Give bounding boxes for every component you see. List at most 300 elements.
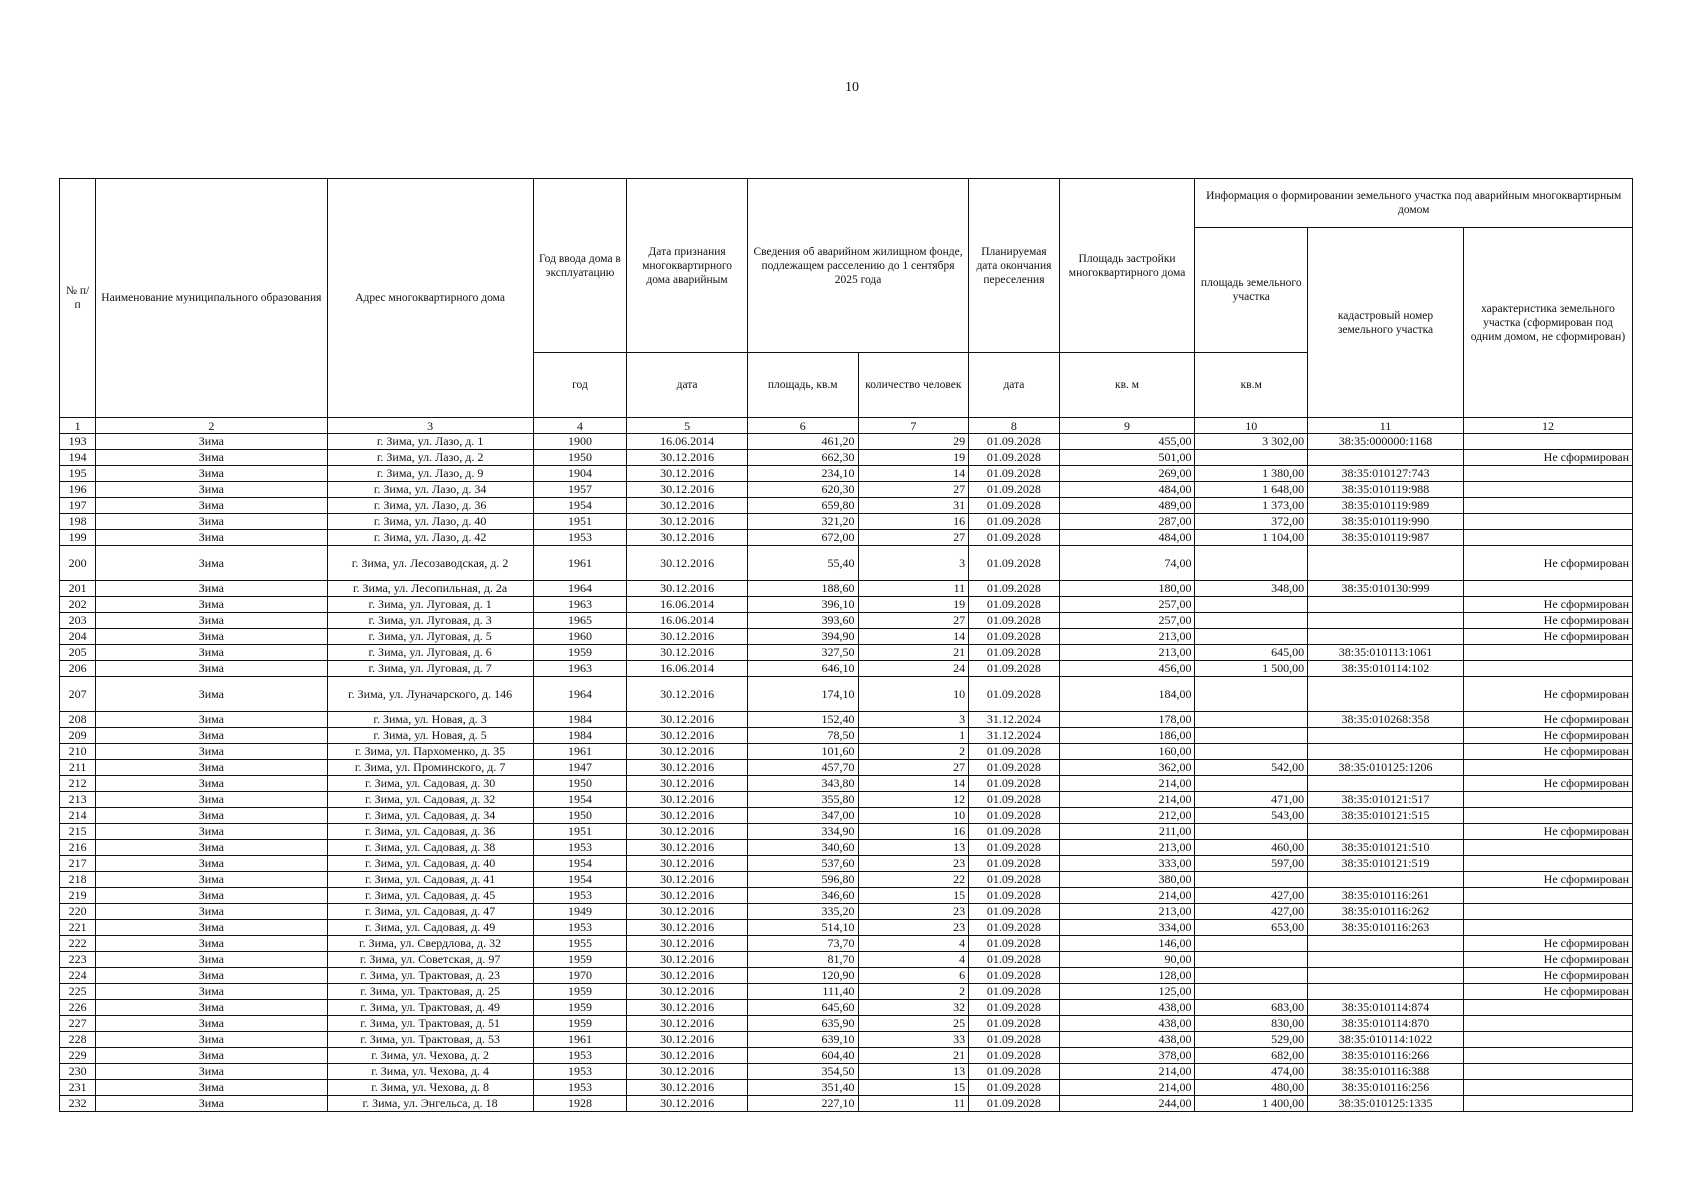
row-number: 193	[60, 434, 96, 450]
land-area-cell	[1195, 824, 1308, 840]
people-cell: 16	[858, 514, 969, 530]
cadastral-cell: 38:35:000000:1168	[1308, 434, 1464, 450]
address-cell: г. Зима, ул. Луговая, д. 6	[327, 645, 533, 661]
land-area-cell: 372,00	[1195, 514, 1308, 530]
area-cell: 672,00	[747, 530, 858, 546]
planned-date-cell: 01.09.2028	[969, 744, 1060, 760]
planned-date-cell: 01.09.2028	[969, 450, 1060, 466]
area-cell: 174,10	[747, 677, 858, 712]
people-cell: 25	[858, 1016, 969, 1032]
year-cell: 1953	[533, 840, 627, 856]
building-area-cell: 455,00	[1059, 434, 1195, 450]
land-area-cell	[1195, 629, 1308, 645]
building-area-cell: 180,00	[1059, 581, 1195, 597]
land-status-cell	[1463, 760, 1632, 776]
area-cell: 662,30	[747, 450, 858, 466]
year-cell: 1950	[533, 450, 627, 466]
cadastral-cell: 38:35:010130:999	[1308, 581, 1464, 597]
land-status-cell	[1463, 1048, 1632, 1064]
land-area-cell: 542,00	[1195, 760, 1308, 776]
people-cell: 12	[858, 792, 969, 808]
planned-date-cell: 01.09.2028	[969, 872, 1060, 888]
row-number: 226	[60, 1000, 96, 1016]
area-cell: 635,90	[747, 1016, 858, 1032]
building-area-cell: 186,00	[1059, 728, 1195, 744]
year-cell: 1947	[533, 760, 627, 776]
land-status-cell	[1463, 581, 1632, 597]
cadastral-cell	[1308, 677, 1464, 712]
land-status-cell	[1463, 645, 1632, 661]
cadastral-cell: 38:35:010121:515	[1308, 808, 1464, 824]
people-cell: 16	[858, 824, 969, 840]
land-status-cell: Не сформирован	[1463, 712, 1632, 728]
area-cell: 73,70	[747, 936, 858, 952]
building-area-cell: 484,00	[1059, 482, 1195, 498]
column-number: 8	[969, 418, 1060, 434]
planned-date-cell: 01.09.2028	[969, 645, 1060, 661]
land-area-cell: 683,00	[1195, 1000, 1308, 1016]
municipality-cell: Зима	[96, 581, 327, 597]
table-row	[60, 856, 1633, 872]
area-cell: 347,00	[747, 808, 858, 824]
table-row	[60, 824, 1633, 840]
land-area-cell: 653,00	[1195, 920, 1308, 936]
header-building-area: Площадь застройки многоквартирного дома	[1059, 179, 1195, 353]
address-cell: г. Зима, ул. Новая, д. 5	[327, 728, 533, 744]
land-status-cell	[1463, 530, 1632, 546]
row-number: 198	[60, 514, 96, 530]
municipality-cell: Зима	[96, 645, 327, 661]
planned-date-cell: 01.09.2028	[969, 776, 1060, 792]
table-row	[60, 498, 1633, 514]
municipality-cell: Зима	[96, 546, 327, 581]
cadastral-cell: 38:35:010125:1335	[1308, 1096, 1464, 1112]
area-cell: 646,10	[747, 661, 858, 677]
table-row	[60, 744, 1633, 760]
building-area-cell: 362,00	[1059, 760, 1195, 776]
land-area-cell: 645,00	[1195, 645, 1308, 661]
recognition-date-cell: 30.12.2016	[627, 904, 748, 920]
land-area-cell: 543,00	[1195, 808, 1308, 824]
address-cell: г. Зима, ул. Трактовая, д. 25	[327, 984, 533, 1000]
table-row	[60, 808, 1633, 824]
municipality-cell: Зима	[96, 968, 327, 984]
municipality-cell: Зима	[96, 1032, 327, 1048]
people-cell: 11	[858, 1096, 969, 1112]
planned-date-cell: 01.09.2028	[969, 1048, 1060, 1064]
land-status-cell	[1463, 856, 1632, 872]
planned-date-cell: 01.09.2028	[969, 760, 1060, 776]
planned-date-cell: 01.09.2028	[969, 1096, 1060, 1112]
municipality-cell: Зима	[96, 920, 327, 936]
address-cell: г. Зима, ул. Садовая, д. 41	[327, 872, 533, 888]
land-area-cell: 1 648,00	[1195, 482, 1308, 498]
building-area-cell: 501,00	[1059, 450, 1195, 466]
table-row	[60, 450, 1633, 466]
people-cell: 23	[858, 920, 969, 936]
column-number: 11	[1308, 418, 1464, 434]
year-cell: 1951	[533, 514, 627, 530]
column-number-row	[60, 418, 1633, 434]
land-area-cell	[1195, 744, 1308, 760]
column-number: 2	[96, 418, 327, 434]
building-area-cell: 438,00	[1059, 1016, 1195, 1032]
address-cell: г. Зима, ул. Лазо, д. 2	[327, 450, 533, 466]
recognition-date-cell: 30.12.2016	[627, 1032, 748, 1048]
land-area-cell: 597,00	[1195, 856, 1308, 872]
recognition-date-cell: 30.12.2016	[627, 920, 748, 936]
row-number: 204	[60, 629, 96, 645]
people-cell: 23	[858, 856, 969, 872]
recognition-date-cell: 30.12.2016	[627, 1000, 748, 1016]
area-cell: 55,40	[747, 546, 858, 581]
table-row	[60, 514, 1633, 530]
row-number: 232	[60, 1096, 96, 1112]
cadastral-cell: 38:35:010119:988	[1308, 482, 1464, 498]
address-cell: г. Зима, ул. Чехова, д. 2	[327, 1048, 533, 1064]
planned-date-cell: 01.09.2028	[969, 920, 1060, 936]
column-number: 5	[627, 418, 748, 434]
people-cell: 31	[858, 498, 969, 514]
cadastral-cell: 38:35:010116:266	[1308, 1048, 1464, 1064]
area-cell: 461,20	[747, 434, 858, 450]
people-cell: 27	[858, 613, 969, 629]
municipality-cell: Зима	[96, 1064, 327, 1080]
land-status-cell	[1463, 1064, 1632, 1080]
planned-date-cell: 01.09.2028	[969, 984, 1060, 1000]
year-cell: 1904	[533, 466, 627, 482]
building-area-cell: 184,00	[1059, 677, 1195, 712]
land-status-cell: Не сформирован	[1463, 872, 1632, 888]
land-status-cell: Не сформирован	[1463, 952, 1632, 968]
area-cell: 620,30	[747, 482, 858, 498]
recognition-date-cell: 30.12.2016	[627, 450, 748, 466]
row-number: 230	[60, 1064, 96, 1080]
recognition-date-cell: 30.12.2016	[627, 808, 748, 824]
table-row	[60, 792, 1633, 808]
header-planned-date: Планируемая дата окончания переселения	[969, 179, 1060, 353]
subheader-building-kvm: кв. м	[1059, 353, 1195, 418]
year-cell: 1964	[533, 677, 627, 712]
cadastral-cell: 38:35:010119:990	[1308, 514, 1464, 530]
land-status-cell: Не сформирован	[1463, 677, 1632, 712]
header-emergency-info: Сведения об аварийном жилищном фонде, подлежащем расселению до 1 сентября 2025 года	[747, 179, 968, 353]
people-cell: 14	[858, 776, 969, 792]
people-cell: 4	[858, 936, 969, 952]
cadastral-cell: 38:35:010127:743	[1308, 466, 1464, 482]
area-cell: 227,10	[747, 1096, 858, 1112]
column-number: 9	[1059, 418, 1195, 434]
cadastral-cell: 38:35:010114:874	[1308, 1000, 1464, 1016]
people-cell: 14	[858, 466, 969, 482]
cadastral-cell	[1308, 824, 1464, 840]
address-cell: г. Зима, ул. Лесозаводская, д. 2	[327, 546, 533, 581]
planned-date-cell: 01.09.2028	[969, 1080, 1060, 1096]
table-row	[60, 776, 1633, 792]
building-area-cell: 213,00	[1059, 629, 1195, 645]
subheader-planned-date: дата	[969, 353, 1060, 418]
planned-date-cell: 01.09.2028	[969, 952, 1060, 968]
planned-date-cell: 01.09.2028	[969, 856, 1060, 872]
municipality-cell: Зима	[96, 808, 327, 824]
land-area-cell: 1 500,00	[1195, 661, 1308, 677]
land-area-cell	[1195, 728, 1308, 744]
building-area-cell: 269,00	[1059, 466, 1195, 482]
municipality-cell: Зима	[96, 760, 327, 776]
area-cell: 343,80	[747, 776, 858, 792]
area-cell: 355,80	[747, 792, 858, 808]
table-row	[60, 1000, 1633, 1016]
land-area-cell	[1195, 936, 1308, 952]
land-status-cell	[1463, 808, 1632, 824]
planned-date-cell: 01.09.2028	[969, 597, 1060, 613]
area-cell: 120,90	[747, 968, 858, 984]
land-status-cell	[1463, 920, 1632, 936]
row-number: 195	[60, 466, 96, 482]
land-area-cell	[1195, 450, 1308, 466]
land-status-cell	[1463, 466, 1632, 482]
address-cell: г. Зима, ул. Лазо, д. 36	[327, 498, 533, 514]
planned-date-cell: 01.09.2028	[969, 466, 1060, 482]
building-area-cell: 178,00	[1059, 712, 1195, 728]
address-cell: г. Зима, ул. Чехова, д. 8	[327, 1080, 533, 1096]
recognition-date-cell: 30.12.2016	[627, 712, 748, 728]
cadastral-cell: 38:35:010116:256	[1308, 1080, 1464, 1096]
building-area-cell: 213,00	[1059, 840, 1195, 856]
land-area-cell	[1195, 872, 1308, 888]
planned-date-cell: 01.09.2028	[969, 808, 1060, 824]
recognition-date-cell: 30.12.2016	[627, 952, 748, 968]
cadastral-cell: 38:35:010125:1206	[1308, 760, 1464, 776]
recognition-date-cell: 30.12.2016	[627, 984, 748, 1000]
area-cell: 152,40	[747, 712, 858, 728]
municipality-cell: Зима	[96, 450, 327, 466]
planned-date-cell: 01.09.2028	[969, 677, 1060, 712]
address-cell: г. Зима, ул. Луначарского, д. 146	[327, 677, 533, 712]
municipality-cell: Зима	[96, 936, 327, 952]
recognition-date-cell: 30.12.2016	[627, 968, 748, 984]
municipality-cell: Зима	[96, 744, 327, 760]
year-cell: 1963	[533, 597, 627, 613]
row-number: 194	[60, 450, 96, 466]
recognition-date-cell: 30.12.2016	[627, 629, 748, 645]
address-cell: г. Зима, ул. Луговая, д. 3	[327, 613, 533, 629]
year-cell: 1961	[533, 744, 627, 760]
building-area-cell: 257,00	[1059, 597, 1195, 613]
address-cell: г. Зима, ул. Садовая, д. 49	[327, 920, 533, 936]
row-number: 224	[60, 968, 96, 984]
address-cell: г. Зима, ул. Трактовая, д. 53	[327, 1032, 533, 1048]
table-row	[60, 760, 1633, 776]
area-cell: 334,90	[747, 824, 858, 840]
land-status-cell: Не сформирован	[1463, 597, 1632, 613]
year-cell: 1957	[533, 482, 627, 498]
planned-date-cell: 01.09.2028	[969, 968, 1060, 984]
municipality-cell: Зима	[96, 888, 327, 904]
planned-date-cell: 01.09.2028	[969, 1016, 1060, 1032]
planned-date-cell: 01.09.2028	[969, 629, 1060, 645]
page-number: 10	[845, 80, 859, 95]
table-row	[60, 530, 1633, 546]
table-row	[60, 1048, 1633, 1064]
row-number: 227	[60, 1016, 96, 1032]
cadastral-cell: 38:35:010113:1061	[1308, 645, 1464, 661]
land-status-cell	[1463, 498, 1632, 514]
area-cell: 101,60	[747, 744, 858, 760]
land-area-cell	[1195, 712, 1308, 728]
land-area-cell: 830,00	[1195, 1016, 1308, 1032]
land-status-cell: Не сформирован	[1463, 546, 1632, 581]
municipality-cell: Зима	[96, 597, 327, 613]
row-number: 229	[60, 1048, 96, 1064]
address-cell: г. Зима, ул. Лесопильная, д. 2а	[327, 581, 533, 597]
cadastral-cell	[1308, 629, 1464, 645]
recognition-date-cell: 30.12.2016	[627, 498, 748, 514]
land-status-cell	[1463, 904, 1632, 920]
table-row	[60, 597, 1633, 613]
row-number: 225	[60, 984, 96, 1000]
area-cell: 514,10	[747, 920, 858, 936]
row-number: 218	[60, 872, 96, 888]
municipality-cell: Зима	[96, 872, 327, 888]
cadastral-cell	[1308, 546, 1464, 581]
subheader-year: год	[533, 353, 627, 418]
land-status-cell: Не сформирован	[1463, 824, 1632, 840]
recognition-date-cell: 30.12.2016	[627, 1048, 748, 1064]
row-number: 205	[60, 645, 96, 661]
table-row	[60, 712, 1633, 728]
table-row	[60, 1064, 1633, 1080]
recognition-date-cell: 30.12.2016	[627, 840, 748, 856]
table-row	[60, 629, 1633, 645]
building-area-cell: 378,00	[1059, 1048, 1195, 1064]
municipality-cell: Зима	[96, 661, 327, 677]
recognition-date-cell: 30.12.2016	[627, 1080, 748, 1096]
year-cell: 1960	[533, 629, 627, 645]
people-cell: 13	[858, 1064, 969, 1080]
subheader-land-kvm: кв.м	[1195, 353, 1308, 418]
people-cell: 19	[858, 450, 969, 466]
land-area-cell: 682,00	[1195, 1048, 1308, 1064]
cadastral-cell	[1308, 450, 1464, 466]
address-cell: г. Зима, ул. Трактовая, д. 23	[327, 968, 533, 984]
cadastral-cell	[1308, 613, 1464, 629]
header-address: Адрес многоквартирного дома	[327, 179, 533, 418]
year-cell: 1954	[533, 498, 627, 514]
row-number: 214	[60, 808, 96, 824]
people-cell: 6	[858, 968, 969, 984]
people-cell: 19	[858, 597, 969, 613]
cadastral-cell: 38:35:010121:510	[1308, 840, 1464, 856]
year-cell: 1959	[533, 984, 627, 1000]
planned-date-cell: 01.09.2028	[969, 482, 1060, 498]
table-header	[60, 179, 1633, 434]
year-cell: 1951	[533, 824, 627, 840]
recognition-date-cell: 30.12.2016	[627, 824, 748, 840]
municipality-cell: Зима	[96, 1080, 327, 1096]
land-status-cell	[1463, 840, 1632, 856]
recognition-date-cell: 30.12.2016	[627, 728, 748, 744]
planned-date-cell: 01.09.2028	[969, 514, 1060, 530]
address-cell: г. Зима, ул. Луговая, д. 1	[327, 597, 533, 613]
emergency-housing-table	[59, 178, 1633, 1112]
recognition-date-cell: 16.06.2014	[627, 434, 748, 450]
people-cell: 15	[858, 1080, 969, 1096]
municipality-cell: Зима	[96, 1000, 327, 1016]
address-cell: г. Зима, ул. Садовая, д. 45	[327, 888, 533, 904]
cadastral-cell	[1308, 952, 1464, 968]
recognition-date-cell: 30.12.2016	[627, 792, 748, 808]
area-cell: 396,10	[747, 597, 858, 613]
people-cell: 32	[858, 1000, 969, 1016]
recognition-date-cell: 30.12.2016	[627, 888, 748, 904]
year-cell: 1961	[533, 1032, 627, 1048]
land-status-cell	[1463, 792, 1632, 808]
recognition-date-cell: 30.12.2016	[627, 936, 748, 952]
table-row	[60, 920, 1633, 936]
table-row	[60, 482, 1633, 498]
row-number: 209	[60, 728, 96, 744]
area-cell: 354,50	[747, 1064, 858, 1080]
year-cell: 1970	[533, 968, 627, 984]
building-area-cell: 214,00	[1059, 776, 1195, 792]
table-row	[60, 872, 1633, 888]
subheader-area: площадь, кв.м	[747, 353, 858, 418]
planned-date-cell: 01.09.2028	[969, 840, 1060, 856]
header-cadastral: кадастровый номер земельного участка	[1308, 228, 1464, 418]
land-status-cell	[1463, 434, 1632, 450]
land-area-cell: 348,00	[1195, 581, 1308, 597]
planned-date-cell: 01.09.2028	[969, 498, 1060, 514]
people-cell: 22	[858, 872, 969, 888]
year-cell: 1950	[533, 776, 627, 792]
area-cell: 321,20	[747, 514, 858, 530]
area-cell: 188,60	[747, 581, 858, 597]
land-status-cell: Не сформирован	[1463, 936, 1632, 952]
building-area-cell: 438,00	[1059, 1032, 1195, 1048]
cadastral-cell	[1308, 984, 1464, 1000]
building-area-cell: 334,00	[1059, 920, 1195, 936]
land-status-cell	[1463, 514, 1632, 530]
table-row	[60, 1016, 1633, 1032]
planned-date-cell: 01.09.2028	[969, 546, 1060, 581]
table-body	[60, 434, 1633, 1112]
year-cell: 1984	[533, 712, 627, 728]
table-row	[60, 581, 1633, 597]
people-cell: 27	[858, 482, 969, 498]
planned-date-cell: 01.09.2028	[969, 581, 1060, 597]
address-cell: г. Зима, ул. Лазо, д. 9	[327, 466, 533, 482]
planned-date-cell: 01.09.2028	[969, 1000, 1060, 1016]
table-row	[60, 984, 1633, 1000]
municipality-cell: Зима	[96, 984, 327, 1000]
recognition-date-cell: 16.06.2014	[627, 661, 748, 677]
building-area-cell: 380,00	[1059, 872, 1195, 888]
year-cell: 1964	[533, 581, 627, 597]
recognition-date-cell: 30.12.2016	[627, 645, 748, 661]
building-area-cell: 257,00	[1059, 613, 1195, 629]
municipality-cell: Зима	[96, 677, 327, 712]
cadastral-cell	[1308, 968, 1464, 984]
land-status-cell	[1463, 482, 1632, 498]
people-cell: 24	[858, 661, 969, 677]
municipality-cell: Зима	[96, 824, 327, 840]
row-number: 222	[60, 936, 96, 952]
municipality-cell: Зима	[96, 613, 327, 629]
planned-date-cell: 01.09.2028	[969, 904, 1060, 920]
address-cell: г. Зима, ул. Трактовая, д. 51	[327, 1016, 533, 1032]
address-cell: г. Зима, ул. Проминского, д. 7	[327, 760, 533, 776]
